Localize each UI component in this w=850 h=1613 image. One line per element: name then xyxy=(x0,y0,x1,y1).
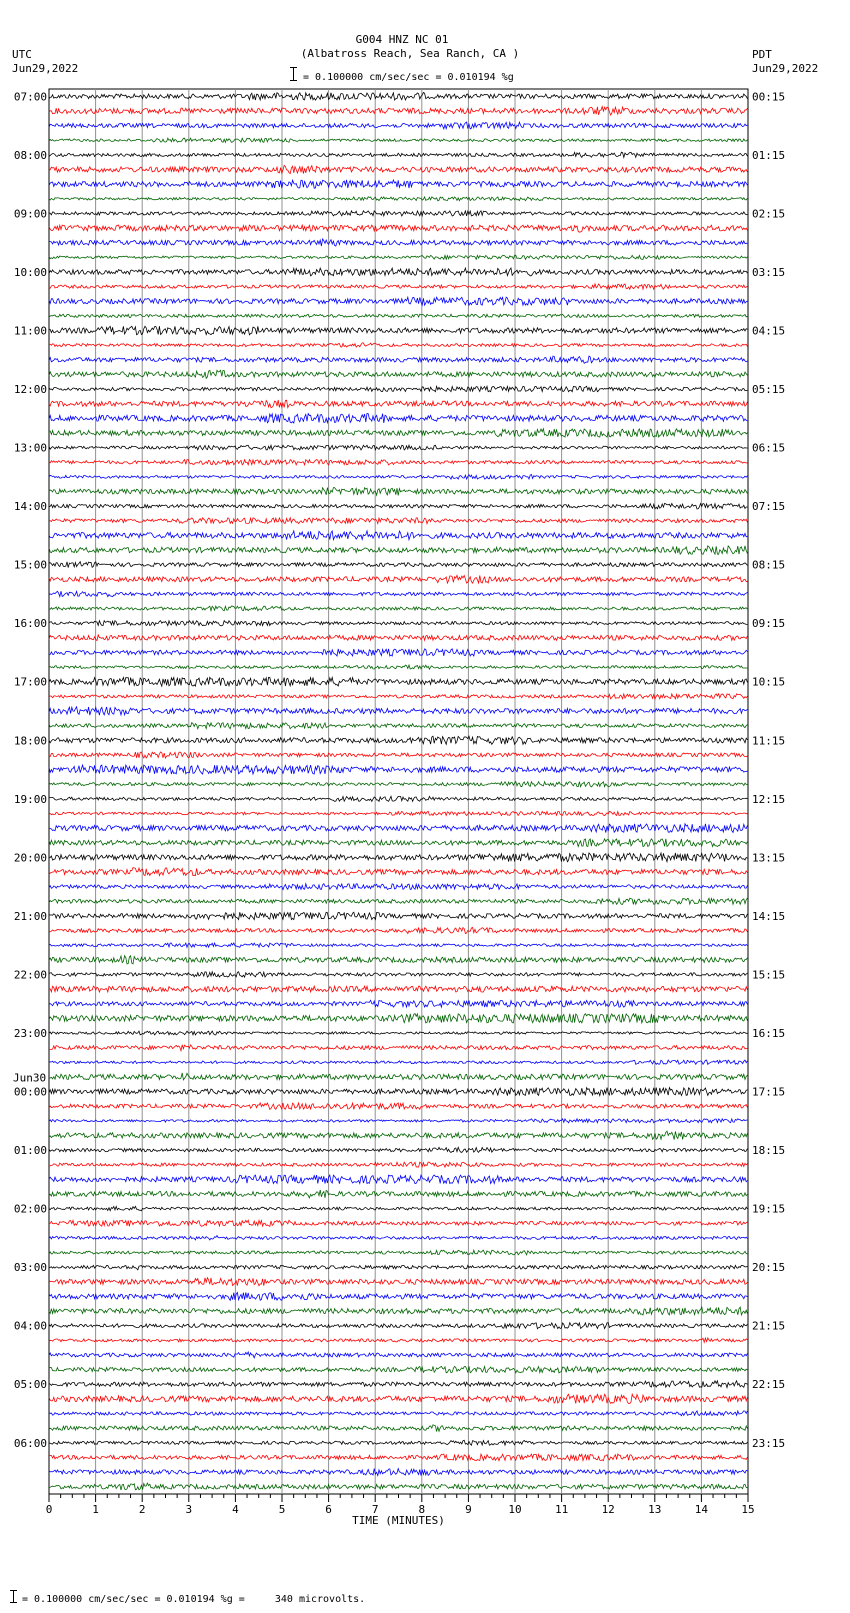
right-date: Jun29,2022 xyxy=(752,62,819,75)
trace-line xyxy=(49,1411,747,1416)
footer-scale-bar-bottom-icon xyxy=(10,1602,17,1603)
x-tick-label: 13 xyxy=(648,1503,662,1516)
trace-line xyxy=(49,956,747,964)
trace-line xyxy=(49,1162,747,1167)
trace-line xyxy=(49,1440,747,1445)
trace-line xyxy=(49,677,747,686)
trace-line xyxy=(49,606,747,611)
pdt-hour-label: 18:15 xyxy=(752,1144,786,1158)
pdt-hour-label: 02:15 xyxy=(752,207,786,221)
trace-line xyxy=(49,475,747,480)
trace-line xyxy=(49,429,747,437)
utc-hour-label: 06:00 xyxy=(13,1436,47,1450)
trace-line xyxy=(49,138,747,142)
trace-line xyxy=(49,211,747,216)
x-tick-label: 12 xyxy=(601,1503,615,1516)
trace-line xyxy=(49,1103,747,1110)
trace-line xyxy=(49,591,747,596)
pdt-hour-label: 00:15 xyxy=(752,90,786,104)
x-tick-label: 6 xyxy=(325,1503,332,1516)
trace-line xyxy=(49,912,747,919)
trace-line xyxy=(49,1119,747,1123)
trace-line xyxy=(49,1147,747,1152)
trace-line xyxy=(49,694,747,699)
trace-line xyxy=(49,1483,747,1490)
utc-hour-label: 04:00 xyxy=(13,1319,47,1333)
trace-line xyxy=(49,1060,747,1064)
utc-hour-label: 07:00 xyxy=(13,90,47,104)
pdt-hour-label: 20:15 xyxy=(752,1261,786,1275)
utc-hour-label: 16:00 xyxy=(13,617,47,631)
trace-line xyxy=(49,1088,747,1096)
pdt-hour-label: 17:15 xyxy=(752,1085,786,1099)
utc-hour-label: 23:00 xyxy=(13,1026,47,1040)
trace-line xyxy=(49,1131,747,1139)
pdt-hour-label: 22:15 xyxy=(752,1378,786,1392)
trace-line xyxy=(49,884,747,890)
trace-line xyxy=(49,1265,747,1270)
trace-line xyxy=(49,562,747,568)
utc-hour-label: 00:00 xyxy=(13,1085,47,1099)
pdt-hour-label: 03:15 xyxy=(752,265,786,279)
trace-line xyxy=(49,197,747,201)
trace-line xyxy=(49,225,747,232)
trace-line xyxy=(49,518,747,524)
trace-line xyxy=(49,314,747,317)
trace-line xyxy=(49,460,747,465)
trace-line xyxy=(49,1031,747,1035)
pdt-hour-label: 21:15 xyxy=(752,1319,786,1333)
utc-hour-label: 09:00 xyxy=(13,207,47,221)
trace-line xyxy=(49,239,747,246)
left-date: Jun29,2022 xyxy=(12,62,79,75)
trace-line xyxy=(49,853,747,862)
trace-line xyxy=(49,811,747,815)
utc-hour-label: 17:00 xyxy=(13,675,47,689)
trace-line xyxy=(49,736,747,744)
utc-hour-label: 11:00 xyxy=(13,324,47,338)
trace-line xyxy=(49,343,747,347)
date-change-label: Jun30 xyxy=(13,1071,47,1085)
pdt-hour-label: 10:15 xyxy=(752,675,786,689)
trace-line xyxy=(49,635,747,641)
x-tick-label: 15 xyxy=(741,1503,755,1516)
trace-line xyxy=(49,649,747,656)
x-tick-label: 5 xyxy=(278,1503,286,1516)
trace-line xyxy=(49,1206,747,1210)
station-title: G004 HNZ NC 01 xyxy=(355,33,449,46)
utc-hour-label: 15:00 xyxy=(13,558,47,572)
trace-line xyxy=(49,707,747,715)
x-axis-label: TIME (MINUTES) xyxy=(352,1514,445,1527)
right-timezone: PDT xyxy=(752,48,772,61)
trace-line xyxy=(49,326,747,335)
trace-line xyxy=(49,868,747,876)
trace-line xyxy=(49,782,747,787)
pdt-hour-label: 05:15 xyxy=(752,383,786,397)
trace-line xyxy=(49,297,747,305)
trace-line xyxy=(49,1014,747,1023)
trace-line xyxy=(49,93,747,101)
x-tick-label: 8 xyxy=(418,1503,426,1516)
pdt-hour-label: 06:15 xyxy=(752,441,786,455)
trace-line xyxy=(49,356,747,363)
trace-line xyxy=(49,1073,747,1080)
trace-line xyxy=(49,122,747,129)
trace-line xyxy=(49,824,747,833)
trace-line xyxy=(49,986,747,992)
x-tick-label: 3 xyxy=(185,1503,193,1516)
trace-line xyxy=(49,1307,747,1315)
utc-hour-label: 02:00 xyxy=(13,1202,47,1216)
utc-hour-label: 18:00 xyxy=(13,734,47,748)
trace-line xyxy=(49,765,747,774)
pdt-hour-label: 16:15 xyxy=(752,1026,786,1040)
utc-hour-label: 01:00 xyxy=(13,1144,47,1158)
trace-line xyxy=(49,1338,747,1342)
utc-hour-label: 22:00 xyxy=(13,968,47,982)
utc-hour-label: 21:00 xyxy=(13,909,47,923)
pdt-hour-label: 09:15 xyxy=(752,617,786,631)
pdt-hour-label: 23:15 xyxy=(752,1436,786,1450)
utc-hour-label: 03:00 xyxy=(13,1261,47,1275)
pdt-hour-label: 14:15 xyxy=(752,909,786,923)
trace-line xyxy=(49,284,747,289)
trace-line xyxy=(49,1425,747,1432)
x-tick-label: 4 xyxy=(232,1503,239,1516)
trace-line xyxy=(49,445,747,450)
trace-line xyxy=(49,575,747,583)
trace-line xyxy=(49,1469,747,1476)
utc-hour-label: 10:00 xyxy=(13,265,47,279)
trace-line xyxy=(49,255,747,259)
trace-line xyxy=(49,972,747,977)
x-tick-label: 1 xyxy=(92,1503,99,1516)
x-tick-label: 9 xyxy=(465,1503,472,1516)
pdt-hour-label: 08:15 xyxy=(752,558,786,572)
pdt-hour-label: 04:15 xyxy=(752,324,786,338)
trace-line xyxy=(49,1292,747,1300)
scale-text: = 0.100000 cm/sec/sec = 0.010194 %g xyxy=(303,72,514,83)
trace-line xyxy=(49,152,747,157)
utc-hour-label: 19:00 xyxy=(13,792,47,806)
x-tick-label: 0 xyxy=(45,1503,53,1516)
pdt-hour-label: 11:15 xyxy=(752,734,786,748)
trace-line xyxy=(49,165,747,173)
utc-hour-label: 08:00 xyxy=(13,148,47,162)
trace-line xyxy=(49,400,747,408)
left-timezone: UTC xyxy=(12,48,32,61)
trace-line xyxy=(49,1175,747,1184)
trace-line xyxy=(49,546,747,555)
x-tick-label: 7 xyxy=(371,1503,379,1516)
trace-line xyxy=(49,621,747,626)
trace-line xyxy=(49,665,747,669)
trace-line xyxy=(49,370,747,378)
trace-line xyxy=(49,414,747,424)
trace-line xyxy=(49,1366,747,1373)
x-tick-label: 11 xyxy=(554,1503,569,1516)
trace-line xyxy=(49,943,747,947)
trace-line xyxy=(49,503,747,509)
pdt-hour-label: 01:15 xyxy=(752,148,786,162)
trace-line xyxy=(49,1250,747,1255)
utc-hour-label: 20:00 xyxy=(13,851,47,865)
location-title: (Albatross Reach, Sea Ranch, CA ) xyxy=(300,47,520,60)
x-tick-label: 10 xyxy=(508,1503,522,1516)
pdt-hour-label: 12:15 xyxy=(752,792,786,806)
trace-line xyxy=(49,1394,747,1403)
footer-scale-bar-top-icon xyxy=(10,1590,17,1591)
trace-line xyxy=(49,1236,747,1240)
trace-line xyxy=(49,723,747,729)
trace-line xyxy=(49,1045,747,1051)
trace-line xyxy=(49,752,747,758)
pdt-hour-label: 19:15 xyxy=(752,1202,786,1216)
trace-line xyxy=(49,1220,747,1226)
trace-line xyxy=(49,1000,747,1007)
pdt-hour-label: 07:15 xyxy=(752,500,786,514)
x-tick-label: 2 xyxy=(138,1503,146,1516)
utc-hour-label: 14:00 xyxy=(13,500,47,514)
trace-line xyxy=(49,898,747,904)
x-tick-label: 14 xyxy=(694,1503,709,1516)
utc-hour-label: 12:00 xyxy=(13,383,47,397)
trace-line xyxy=(49,1352,747,1358)
trace-line xyxy=(49,107,747,116)
trace-line xyxy=(49,268,747,276)
trace-line xyxy=(49,1278,747,1286)
utc-hour-label: 13:00 xyxy=(13,441,47,455)
trace-line xyxy=(49,180,747,188)
trace-line xyxy=(49,1190,747,1198)
trace-line xyxy=(49,928,747,934)
trace-line xyxy=(49,839,747,847)
trace-line xyxy=(49,1381,747,1388)
utc-hour-label: 05:00 xyxy=(13,1378,47,1392)
trace-line xyxy=(49,386,747,391)
trace-line xyxy=(49,488,747,496)
trace-line xyxy=(49,531,747,540)
trace-line xyxy=(49,1454,747,1461)
trace-line xyxy=(49,1323,747,1329)
pdt-hour-label: 13:15 xyxy=(752,851,786,865)
pdt-hour-label: 15:15 xyxy=(752,968,786,982)
footer-scale-text: = 0.100000 cm/sec/sec = 0.010194 %g = 340 microvolts. xyxy=(22,1594,366,1605)
trace-line xyxy=(49,796,747,801)
